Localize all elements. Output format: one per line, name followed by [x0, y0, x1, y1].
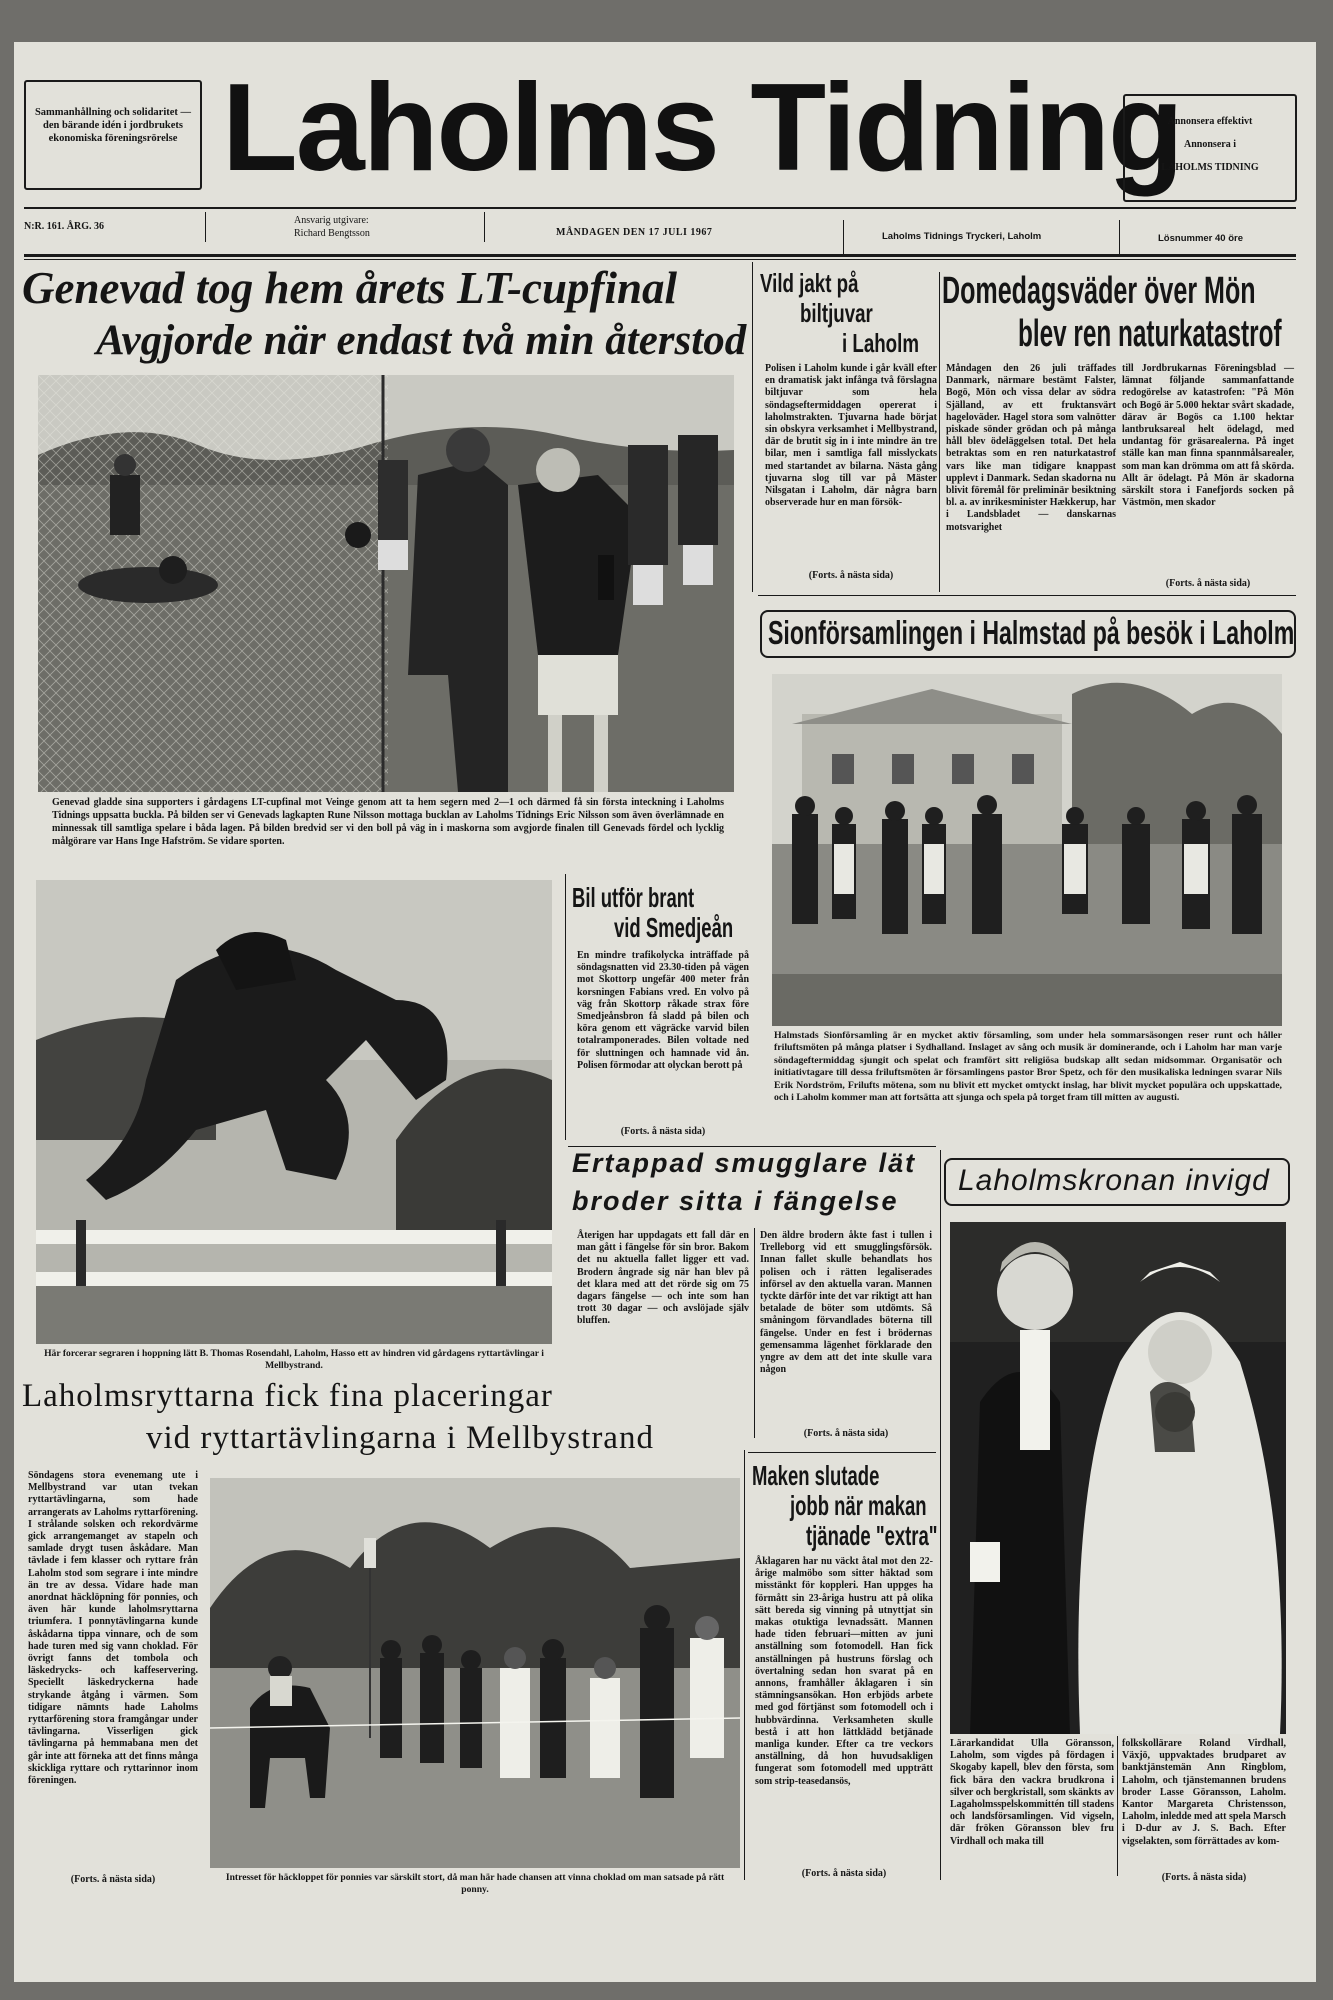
- domedag-continued: (Forts. å nästa sida): [1165, 578, 1251, 589]
- smugglare-col2: Den äldre brodern åkte fast i tullen i Trelleborg vid ett smugglingsförsök. Innan fallet skulle behandlats hos polisen och i rätten legaliserades införsel av den aktuella varan. Mannen tyckte därför inte det var riktigt att han betalade de böter som utdömts. Så småningom förvandlades böterna till fängelse. Under en fest i brödernas gemensamma lägenhet förklarade den yngre av dem att det inte skulle vara någon: [760, 1230, 932, 1376]
- advert-line2: Annonsera i: [1184, 139, 1236, 150]
- slogan-text: Sammanhållning och solidaritet — den bärande idén i jordbrukets ekonomiska föreningsrörelse: [34, 107, 192, 144]
- kronan-headline: Laholmskronan invigd: [958, 1164, 1270, 1197]
- smugglare-col1: Återigen har uppdagats ett fall där en man gått i fängelse för sin bror. Bakom det nu aktuella fallet ligger ett vad. Brodern ångrade sig när han blev på det klara med att det rörde sig om 75 dagars fängelse — och inte som han trott 30 dagar — och avslöjade själv bluffen.: [577, 1230, 749, 1327]
- domedag-headline-1: Domedagsväder över Mön: [942, 270, 1256, 312]
- domedag-headline-2: blev ren naturkatastrof: [1018, 313, 1282, 355]
- editor-label: Ansvarig utgivare:: [294, 215, 369, 226]
- smugglare-continued: (Forts. å nästa sida): [803, 1428, 889, 1439]
- biltjuvar-headline-1: Vild jakt på: [760, 268, 859, 298]
- column-rule: [1117, 1736, 1118, 1876]
- domedag-col1: Måndagen den 26 juli träffades Danmark, närmare bestämt Falster, Bogö, Mön och vissa delar av södra Själland, av ett fruktansvärt hageloväder. Hagel stora som valnötter piskade sönder grödan och på många håll blev ödeläggelsen total. Det hela betraktas som en ren naturkatastrof vars like man tidigare knappast upplevt i Danmark. Sedan skadorna nu blivit föremål för preliminär besiktning bl. a. av inrikesminister Hækkerup, har i Landsbladet — danskarnas motsvarighet: [946, 363, 1116, 533]
- advert-box: [1123, 94, 1297, 202]
- infobar-divider: [843, 220, 844, 254]
- kronan-headline-box: [944, 1158, 1290, 1206]
- pony-race-photo: [210, 1478, 740, 1868]
- maken-headline-2: jobb när makan: [790, 1490, 927, 1521]
- football-trophy-photo: [38, 375, 734, 792]
- editor-name: Richard Bengtsson: [294, 228, 370, 239]
- jump-photo-caption: Här forcerar segraren i hoppning lätt B. Thomas Rosendahl, Laholm, Hasso ett av hindren vid gårdagens ryttartävlingar i Mellbystrand.: [44, 1348, 544, 1371]
- newspaper-title: Laholms Tidning: [222, 59, 1182, 197]
- bil-continued: (Forts. å nästa sida): [620, 1126, 706, 1137]
- bil-body: En mindre trafikolycka inträffade på söndagsnatten vid 23.30-tiden på vägen mot Skottorp ungefär 400 meter från korsningen Fabians vred. En volvo på väg från Skottorp råkade strax före Smedjeånsbron få sladd på bilen och köra genom ett vägräcke varvid bilen totalramponerades. Bilen voltade ned för sluttningen och hamnade vid ån. Polisen förmodar att olyckan berott på: [577, 950, 749, 1071]
- issue-price: Lösnummer 40 öre: [1158, 233, 1243, 244]
- ryttare-continued: (Forts. å nästa sida): [70, 1874, 156, 1885]
- infobar-divider: [1119, 220, 1120, 254]
- lead-headline: Genevad tog hem årets LT-cupfinal: [22, 263, 677, 313]
- pony-photo-caption: Intresset för häckloppet för ponnies var särskilt stort, då man här hade chansen att vinna choklad om man satsade på rätt ponny.: [225, 1872, 725, 1895]
- maken-body: Åklagaren har nu väckt åtal mot den 22-årige malmöbo som sitter häktad som misstänkt för koppleri. Han uppges ha förmått sin 23-åriga hustru att på olika sätt bereda sig vinning på utnyttjat sin makas otuktiga levnadssätt. Mannen hade tiden februari—mitten av juni anställning som fotomodell. Han fick anställningen på hustruns förslag och övertalning sedan hon svarat på en annons, framhåller åklagaren i sin stämningsansökan. Hon erbjöds arbete med god förtjänst som fotomodell och i hubbvärdinna. Verksamheten skulle bestå i att hon lättklädd betjänade manliga kunder. Efter ca tre veckors anställning, då hon huvudsakligen fungerat som fotomodell med uppträtt som strip-teasedansös,: [755, 1556, 933, 1787]
- sion-headline: Sionförsamlingen i Halmstad på besök i Laholm: [768, 614, 1295, 651]
- ryttare-body: Söndagens stora evenemang ute i Mellbystrand var utan tvekan ryttartävlingarna, som hade arrangerats av Laholms ryttarförening. I strålande solsken och rekordvärme gick arrangemanget av stapeln och samlade drygt tusen åskådare. Man tävlade i fem klasser och ryttare från Laholm stod som segrare i inte mindre än tre av dessa. Vidare hade man anordnat häcklöpning för ponnies, och även här kunde laholmsryttarna triumfera. I ponnytävlingarna kunde åskådarna tippa vinnare, och de som hade turen med sig vann choklad. För övrigt fanns det tombola och läskedrycks- och kaffeservering. Speciellt läskedryckerna hade strykande åtgång i värmen. Som tidigare nämnts hade Laholms ryttarförening stora framgångar under tävlingarna. Visserligen gick tävlingarna på hemmabana men det går inte att förneka att det finns många skickliga ryttare och ryttarinnor inom föreningen.: [28, 1470, 198, 1787]
- sion-choir-photo: [772, 674, 1282, 1026]
- column-rule: [940, 1150, 941, 1880]
- biltjuvar-headline-2: biltjuvar: [800, 298, 873, 328]
- lead-photo-caption: Genevad gladde sina supporters i gårdagens LT-cupfinal mot Veinge genom att ta hem segern med 2—1 och därmed få sin första inteckning i Laholms Tidnings uppsatta buckla. På bilden ser vi Genevads lagkapten Rune Nilsson mottaga bucklan av Laholms Tidnings Eric Nilsson som även överlämnade en minnessak till samtliga spelare i båda lagen. På bilden bredvid ser vi den boll på väg in i maskorna som avgjorde finalen till Genevads fördel och lycklig målgörare var Hans Inge Hafström. Se vidare sporten.: [52, 797, 724, 847]
- column-rule: [565, 874, 566, 1140]
- infobar-rule-bottom: [24, 254, 1296, 257]
- smugglare-headline-2: broder sitta i fängelse: [572, 1186, 899, 1216]
- biltjuvar-headline-3: i Laholm: [842, 328, 919, 358]
- issue-number: N:R. 161. ÅRG. 36: [24, 221, 104, 232]
- biltjuvar-continued: (Forts. å nästa sida): [808, 570, 894, 581]
- maken-continued: (Forts. å nästa sida): [801, 1868, 887, 1879]
- column-rule: [939, 272, 940, 592]
- advert-line3: LAHOLMS TIDNING: [1161, 162, 1259, 173]
- kronan-continued: (Forts. å nästa sida): [1161, 1872, 1247, 1883]
- kronan-col1: Lärarkandidat Ulla Göransson, Laholm, som vigdes på fördagen i Skogaby kapell, blev den första, som fick bära den vackra brudkrona i silver och bergkristall, som skänkts av Lagaholmsspelskommittén till stadens och landsförsamlingen. Vid vigseln, där fröken Göransson blev fru Virdhall och maka till: [950, 1738, 1114, 1847]
- lead-subheadline: Avgjorde när endast två min återstod: [96, 317, 747, 364]
- bil-headline-1: Bil utför brant: [572, 882, 695, 913]
- advert-line1: Annonsera effektivt: [1167, 116, 1253, 127]
- column-rule: [744, 1450, 745, 1880]
- infobar-divider: [205, 212, 206, 242]
- column-rule: [754, 1228, 755, 1438]
- sion-headline-box: [760, 610, 1296, 658]
- domedag-col2: till Jordbrukarnas Föreningsblad — lämnat följande sammanfattande redogörelse av katastrofen: "På Mön och Bogö är 5.000 hektar svårt skadade, därav är Bogös ca 1.100 hektar lantbruksareal helt ödelagd, med undantag för gräsarealerna. På inget ställe kan man finna spannmålsarealer, som man kan drömma om att få skörda. Allt är ödelagt. På Mön är skadorna särskilt stora i Fanefjords socken på Västmön, men skador: [1122, 363, 1294, 509]
- section-rule: [758, 595, 1296, 596]
- masthead-rule: [24, 207, 1296, 209]
- section-rule: [748, 1452, 936, 1453]
- kronan-col2: folkskollärare Roland Virdhall, Växjö, uppvaktades brudparet av banktjänstemän Ann Ringblom, Laholm, och tjänstemannen brudens broder Lasse Göransson, Laholm. Kantor Margareta Christensson, Laholm, inledde med att spela Marsch i D-dur av J. S. Bach. Efter vigselakten, som förrättades av kom-: [1122, 1738, 1286, 1847]
- maken-headline-3: tjänade "extra": [806, 1520, 938, 1551]
- sion-photo-caption: Halmstads Sionförsamling är en mycket aktiv församling, som under hela sommarsäsongen reser runt och håller friluftsmöten på många platser i Sydhalland. Inslaget av sång och musik är dominerande, och i Laholm har man varje söndageftermiddag sjungit och spelat och framfört sitt religiösa budskap allt sedan midsommar. Organisatör och initiativtagare till dessa friluftsmöten är församlingens pastor Bror Spetz, och för den musikaliska ledningen svarar Nils Erik Nordström, Frilufts mötena, som nu blivit ett mycket omtyckt inslag, har blivit mycket populära och uppskattade, och i Laholm kommer man att fortsätta att sjunga och spela på torget fram till mitten av augusti.: [774, 1030, 1282, 1104]
- ryttare-headline-2: vid ryttartävlingarna i Mellbystrand: [146, 1420, 654, 1456]
- ryttare-headline-1: Laholmsryttarna fick fina placeringar: [22, 1378, 553, 1414]
- horse-jump-photo: [36, 880, 552, 1344]
- section-rule: [568, 1146, 936, 1147]
- slogan-box: [24, 80, 202, 190]
- biltjuvar-body: Polisen i Laholm kunde i går kväll efter en dramatisk jakt infånga två förslagna biltjuvar som hela söndagseftermiddagen opererat i laholmstrakten. Tjuvarna hade börjat sin obskyra verksamhet i Mellbystrand, där de brutit sig in i inte mindre än tre bilar, men i samtliga fall misslyckats med startandet av bilarna. Nästa gång tjuvarna slog till var på Mäster Nilsgatan i Laholm, där några barn observerade hur en man försök-: [765, 363, 937, 509]
- issue-date: MÅNDAGEN DEN 17 JULI 1967: [556, 227, 713, 238]
- smugglare-headline-1: Ertappad smugglare lät: [572, 1148, 917, 1178]
- column-rule: [752, 262, 753, 592]
- infobar-divider: [484, 212, 485, 242]
- infobar-rule-bottom2: [24, 259, 1296, 260]
- wedding-photo: [950, 1222, 1286, 1734]
- bil-headline-2: vid Smedjeån: [614, 912, 734, 943]
- printer-name: Laholms Tidnings Tryckeri, Laholm: [882, 231, 1042, 242]
- maken-headline-1: Maken slutade: [752, 1460, 880, 1491]
